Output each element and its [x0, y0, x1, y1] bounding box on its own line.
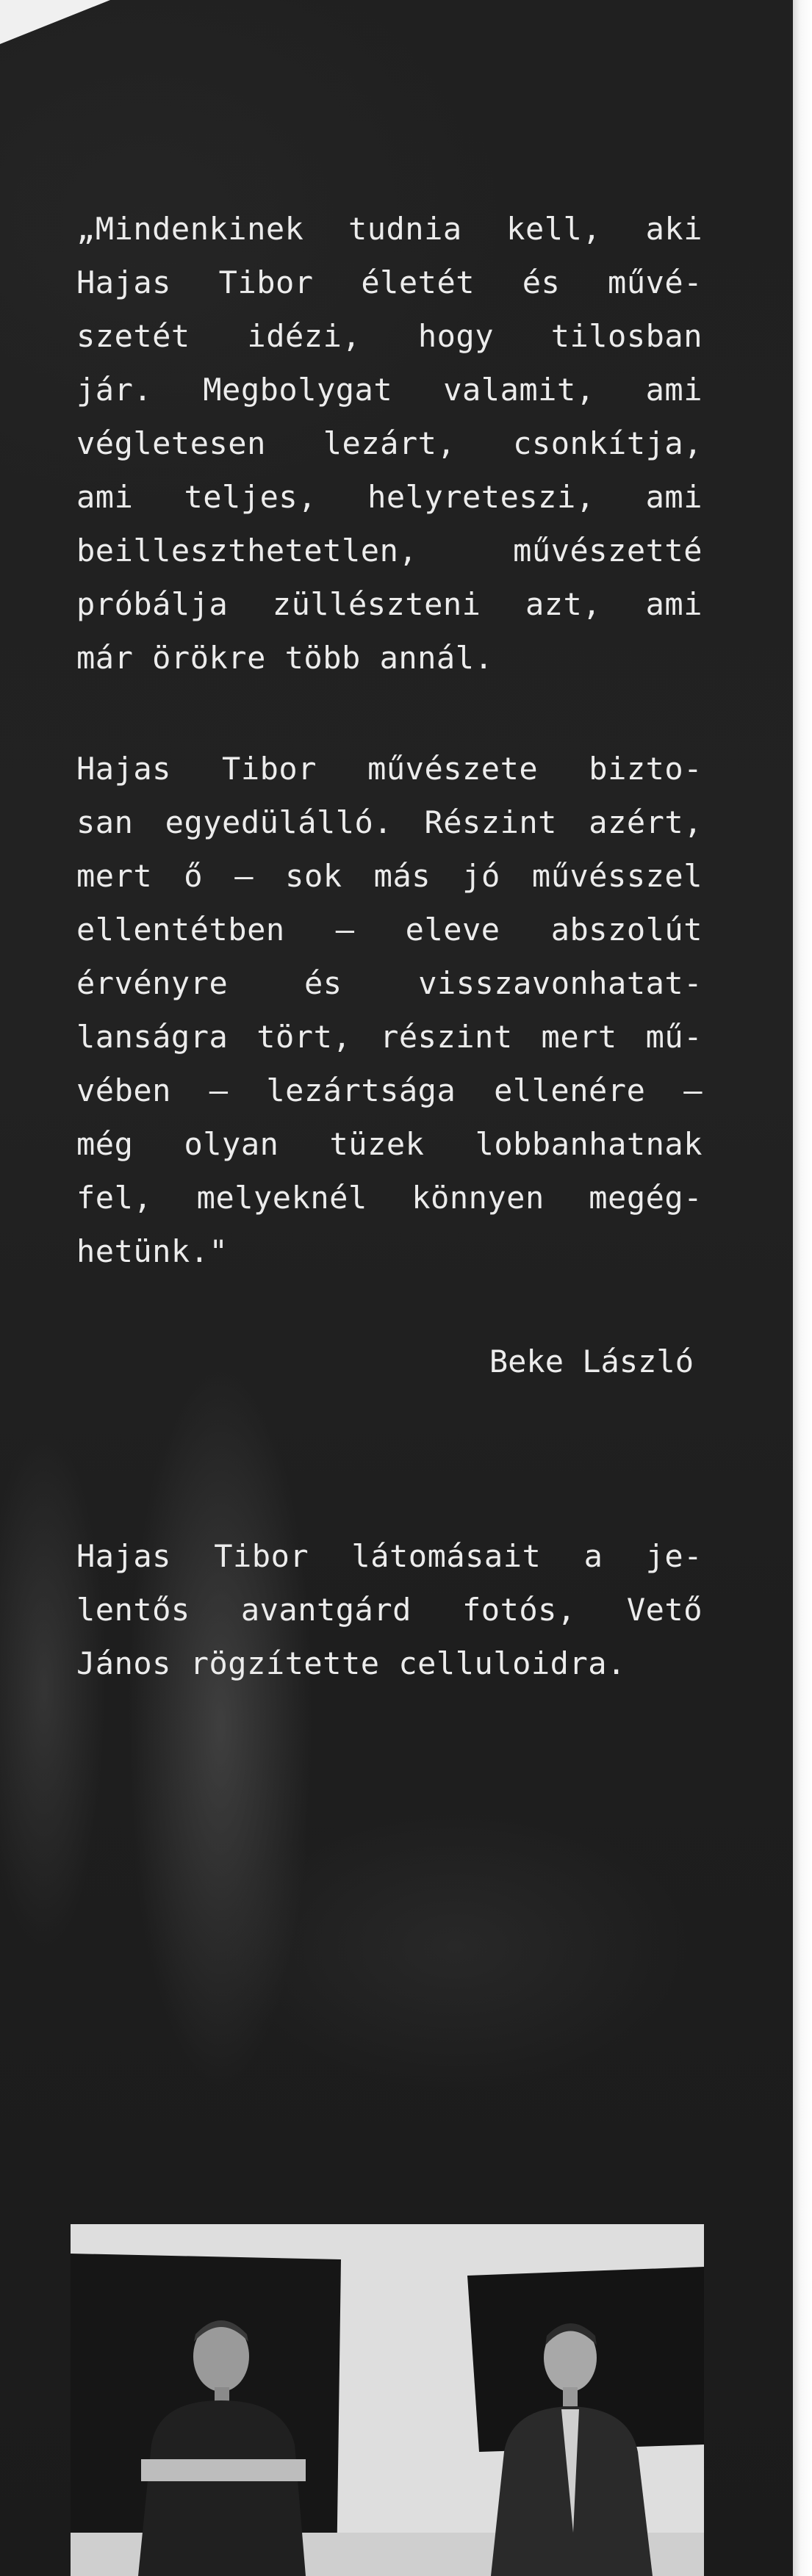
quote-line: vében — lezártsága ellenére — [76, 1072, 703, 1108]
corner-fold [0, 0, 110, 44]
quote-line: próbálja züllészteni azt, ami [76, 586, 703, 622]
quote-line: jár. Megbolygat valamit, ami [76, 372, 703, 408]
quote-line: lanságra tört, részint mert mű- [76, 1019, 703, 1055]
credit-line: lentős avantgárd fotós, Vető [76, 1592, 703, 1628]
portrait-photo-drawing [71, 2224, 704, 2576]
quote-line: beilleszthetetlen, művészetté [76, 533, 703, 569]
credit-line: Hajas Tibor látomásait a je- [76, 1538, 703, 1574]
quote-line: san egyedülálló. Részint azért, [76, 804, 703, 840]
quote-line: fel, melyeknél könnyen megég- [76, 1180, 703, 1216]
portrait-photo [71, 2224, 704, 2576]
quote-line: Hajas Tibor életét és művé- [76, 264, 703, 300]
quote-line: „Mindenkinek tudnia kell, aki [76, 211, 703, 247]
quote-line: ami teljes, helyreteszi, ami [76, 479, 703, 515]
photo-credit [76, 1529, 703, 1690]
quote-author: Beke László [489, 1343, 694, 1379]
quote-line: végletesen lezárt, csonkítja, [76, 425, 703, 461]
quote-paragraph-2 [76, 742, 703, 1278]
quote-paragraph-1 [76, 202, 703, 685]
quote-line: még olyan tüzek lobbanhatnak [76, 1126, 703, 1162]
quote-line: ellentétben — eleve abszolút [76, 912, 703, 948]
quote-line: már örökre több annál. [76, 640, 494, 676]
quote-line: szetét idézi, hogy tilosban [76, 318, 703, 354]
quote-line: Hajas Tibor művészete bizto- [76, 751, 703, 787]
quote-line: hetünk." [76, 1233, 229, 1269]
credit-line: János rögzítette celluloidra. [76, 1645, 626, 1681]
quote-line: érvényre és visszavonhatat- [76, 965, 703, 1001]
quote-line: mert ő — sok más jó művésszel [76, 858, 703, 894]
scan-edge [793, 0, 812, 2576]
